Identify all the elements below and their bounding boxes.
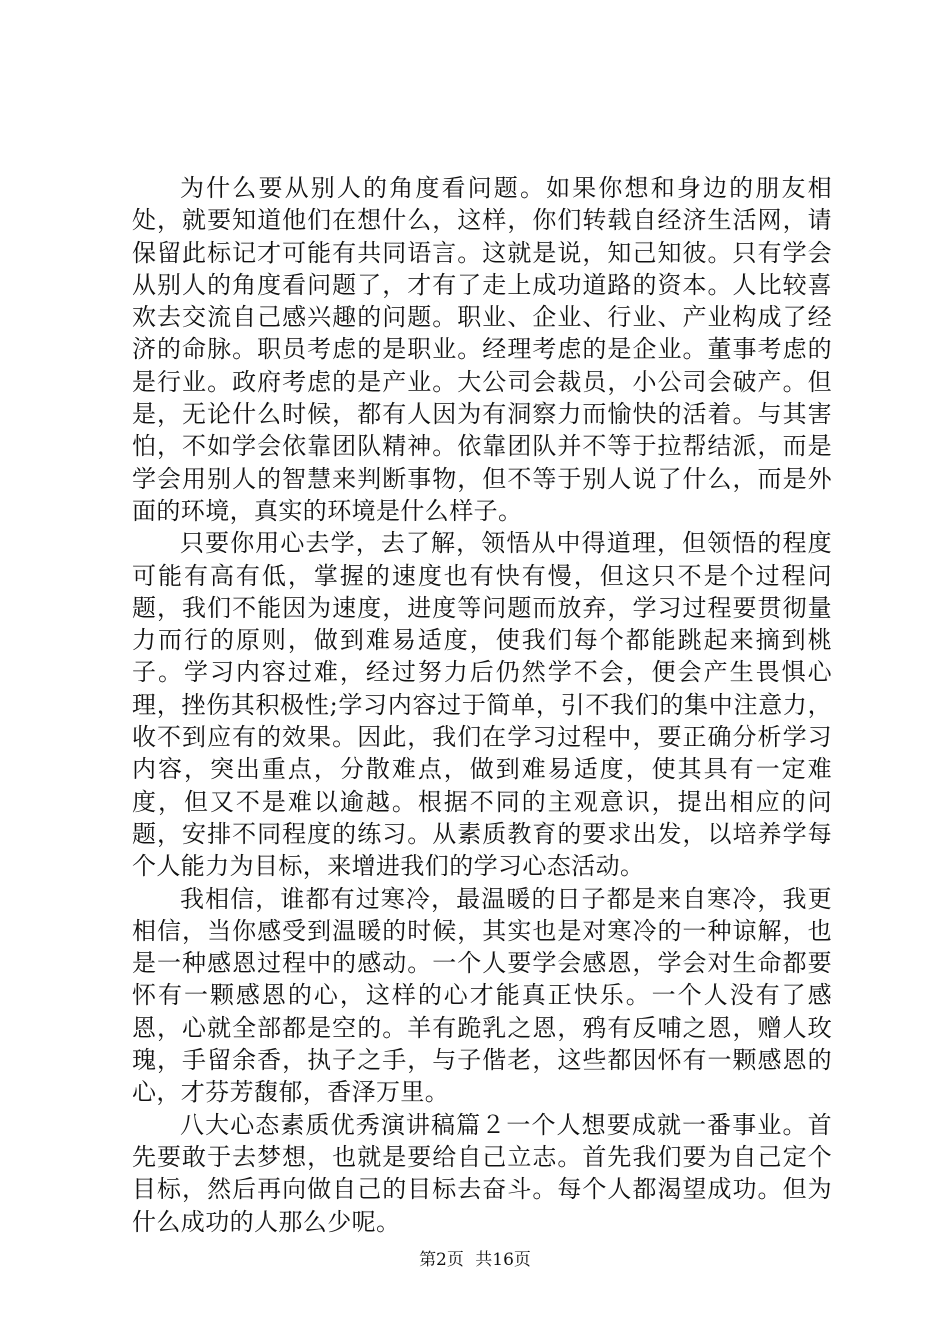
paragraph-2: 只要你用心去学，去了解，领悟从中得道理，但领悟的程度可能有高有低，掌握的速度也有快有慢，但这只不是个过程问题，我们不能因为速度，进度等问题而放弃，学习过程要贯彻量力而行的原则，做到难易适度，使我们每个都能跳起来摘到桃子。学习内容过难，经过努力后仍然学不会，便会产生畏惧心理，挫伤其积极性;学习内容过于简单，引不我们的集中注意力，收不到应有的效果。因此，我们在学习过程中，要正确分析学习内容，突出重点，分散难点，做到难易适度，使其具有一定难度，但又不是难以逾越。根据不同的主观意识，提出相应的问题，安排不同程度的练习。从素质教育的要求出发，以培养学每个人能力为目标，来增进我们的学习心态活动。 — [132, 529, 832, 881]
page-number: 第2页 — [419, 1250, 464, 1270]
paragraph-3: 我相信，谁都有过寒冷，最温暖的日子都是来自寒冷，我更相信，当你感受到温暖的时候，其实也是对寒冷的一种谅解，也是一种感恩过程中的感动。一个人要学会感恩，学会对生命都要怀有一颗感恩的心，这样的心才能真正快乐。一个人没有了感恩，心就全部都是空的。羊有跪乳之恩，鸦有反哺之恩，赠人玫瑰，手留余香，执子之手，与子偕老，这些都因怀有一颗感恩的心，才芬芳馥郁，香泽万里。 — [132, 884, 832, 1107]
document-body — [132, 172, 832, 1238]
paragraph-1: 为什么要从别人的角度看问题。如果你想和身边的朋友相处，就要知道他们在想什么，这样，你们转载自经济生活网，请保留此标记才可能有共同语言。这就是说，知己知彼。只有学会从别人的角度看问题了，才有了走上成功道路的资本。人比较喜欢去交流自己感兴趣的问题。职业、企业、行业、产业构成了经济的命脉。职员考虑的是职业。经理考虑的是企业。董事考虑的是行业。政府考虑的是产业。大公司会裁员，小公司会破产。但是，无论什么时候，都有人因为有洞察力而愉快的活着。与其害怕，不如学会依靠团队精神。依靠团队并不等于拉帮结派，而是学会用别人的智慧来判断事物，但不等于别人说了什么，而是外面的环境，真实的环境是什么样子。 — [132, 174, 832, 525]
page-total: 共16页 — [475, 1250, 531, 1270]
paragraph-4: 八大心态素质优秀演讲稿篇２一个人想要成就一番事业。首先要敢于去梦想，也就是要给自己立志。首先我们要为自己定个目标，然后再向做自己的目标去奋斗。每个人都渴望成功。但为什么成功的人那么少呢。 — [132, 1110, 832, 1236]
page-footer — [0, 1245, 950, 1270]
